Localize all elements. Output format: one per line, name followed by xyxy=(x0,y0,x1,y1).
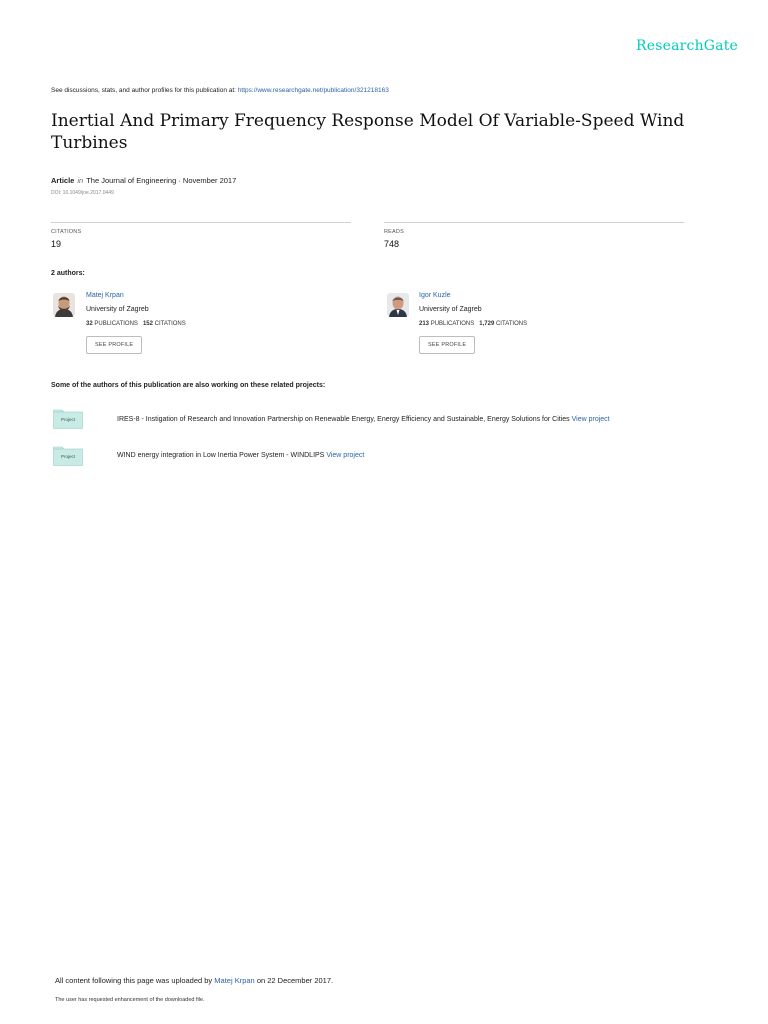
project-title: WIND energy integration in Low Inertia Power System - WINDLIPS xyxy=(117,452,325,459)
project-title: IRES-8 - Instigation of Research and Innovation Partnership on Renewable Energy, Energy Efficiency and Sustainable, Energy Solutions for Cities xyxy=(117,416,570,423)
upload-prefix: All content following this page was uploaded by xyxy=(55,976,213,985)
avatar-photo-icon xyxy=(387,293,409,317)
project-folder-label: Project xyxy=(60,454,75,459)
researchgate-logo[interactable]: ResearchGate xyxy=(636,38,739,54)
citations-label: CITATIONS xyxy=(51,229,82,235)
in-word: in xyxy=(77,176,84,185)
author-avatar-kuzle[interactable] xyxy=(387,293,409,317)
citations-divider xyxy=(51,222,351,223)
author-affiliation: University of Zagreb xyxy=(419,306,482,313)
citations-count: 19 xyxy=(51,239,62,249)
author-stats xyxy=(419,321,527,327)
view-project-link[interactable]: View project xyxy=(571,416,610,423)
authors-header: 2 authors: xyxy=(51,270,85,277)
see-profile-button[interactable]: SEE PROFILE xyxy=(419,336,475,354)
publications-label: PUBLICATIONS xyxy=(94,321,138,327)
avatar-photo-icon xyxy=(53,293,75,317)
article-meta xyxy=(51,176,236,185)
upload-suffix: on 22 December 2017. xyxy=(256,976,334,985)
author-name-link[interactable]: Igor Kuzle xyxy=(419,292,451,299)
project-folder-icon xyxy=(53,409,83,429)
upload-notice xyxy=(55,976,333,985)
reads-count: 748 xyxy=(384,239,400,249)
article-title: Inertial And Primary Frequency Response Model Of Variable-Speed Wind Turbines xyxy=(51,111,685,153)
see-discussions-text: See discussions, stats, and author profiles for this publication at: xyxy=(51,87,236,94)
projects-header: Some of the authors of this publication are also working on these related projects: xyxy=(51,382,326,389)
citations-label: CITATIONS xyxy=(154,321,186,327)
project-folder-label: Project xyxy=(60,417,75,422)
reads-divider xyxy=(384,222,684,223)
publications-label: PUBLICATIONS xyxy=(430,321,475,327)
citations-count: 152 xyxy=(142,321,153,327)
project-folder-icon xyxy=(53,446,83,466)
see-discussions-line xyxy=(51,87,389,94)
article-doi: DOI: 10.1049/joe.2017.0449 xyxy=(51,190,114,196)
see-profile-button[interactable]: SEE PROFILE xyxy=(86,336,142,354)
journal-venue: The Journal of Engineering · November 2017 xyxy=(86,176,237,185)
author-affiliation: University of Zagreb xyxy=(86,306,149,313)
citations-label: CITATIONS xyxy=(495,321,528,327)
citations-count: 1,729 xyxy=(479,321,495,327)
uploader-link[interactable]: Matej Krpan xyxy=(214,976,255,985)
project-item xyxy=(117,452,364,459)
author-stats xyxy=(86,321,186,327)
author-avatar-krpan[interactable] xyxy=(53,293,75,317)
project-item xyxy=(117,416,610,423)
publications-count: 32 xyxy=(86,321,93,327)
view-project-link[interactable]: View project xyxy=(326,452,365,459)
author-name-link[interactable]: Matej Krpan xyxy=(86,292,124,299)
article-type: Article xyxy=(51,176,75,185)
publication-url-link[interactable]: https://www.researchgate.net/publication/321218163 xyxy=(237,87,389,94)
reads-label: READS xyxy=(384,229,404,235)
enhancement-note: The user has requested enhancement of the downloaded file. xyxy=(55,997,205,1003)
publications-count: 213 xyxy=(419,321,430,327)
